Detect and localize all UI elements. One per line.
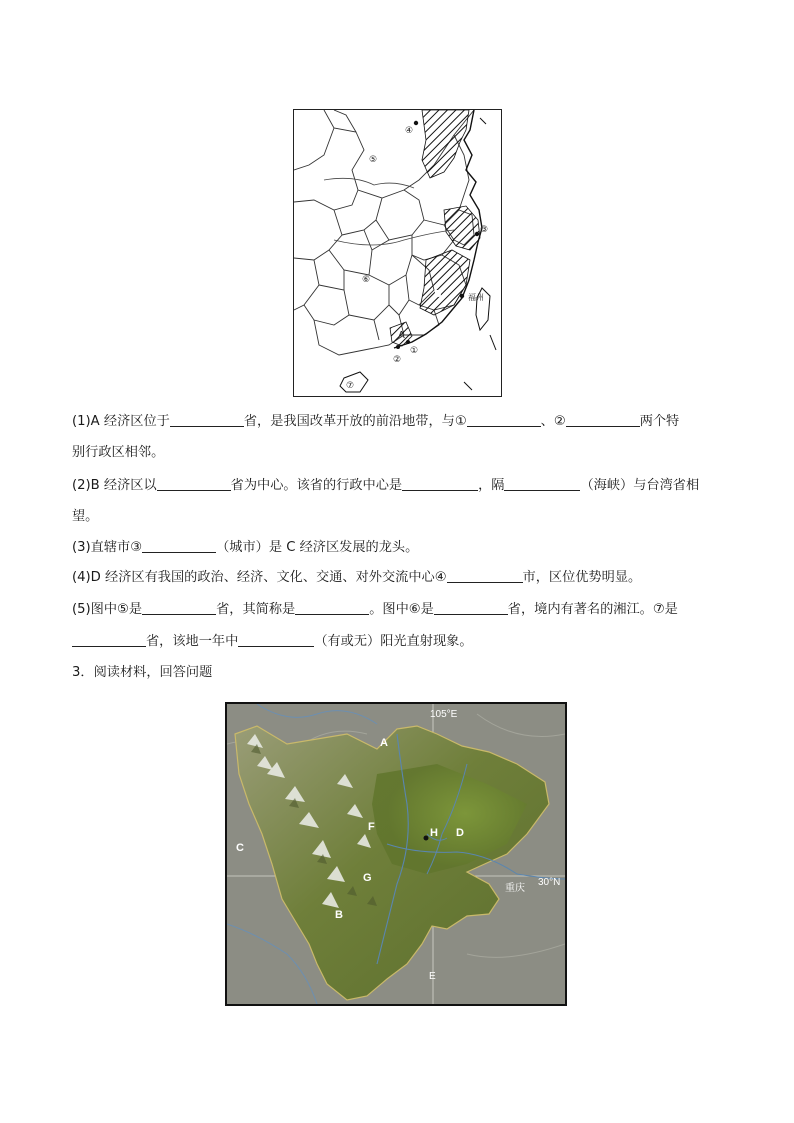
question-3-text-a: (3)直辖市③ [72, 540, 143, 555]
question-5-line-2 [72, 632, 732, 652]
answer-blank[interactable] [295, 600, 369, 615]
question-2-text-d: （海峡）与台湾省相 [580, 478, 700, 493]
map-sichuan-relief [225, 702, 567, 1006]
question-1-line-2 [72, 443, 732, 463]
question-4-text-a: (4)D 经济区有我国的政治、经济、文化、交通、对外交流中心④ [72, 570, 447, 585]
label-zone-a: A [398, 330, 405, 341]
question-5-text-f: （有或无）阳光直射现象。 [314, 634, 473, 649]
answer-blank[interactable] [157, 476, 231, 491]
answer-blank[interactable] [566, 412, 640, 427]
question-5-text-b: 省，其简称是 [216, 602, 296, 617]
latitude-label: 30°N [538, 877, 561, 888]
question-1-text-c: 、② [540, 414, 566, 429]
point-a-label: A [380, 737, 388, 749]
longitude-label: 105°E [430, 709, 458, 720]
label-c4: ④ [405, 126, 414, 136]
answer-blank[interactable] [447, 568, 523, 583]
question-3-line [72, 538, 732, 558]
map-east-china [293, 109, 502, 397]
question-4-line [72, 568, 732, 588]
answer-blank[interactable] [72, 632, 146, 647]
city-dot-beijing [414, 121, 418, 125]
point-b-label: B [335, 909, 343, 921]
answer-blank[interactable] [402, 476, 478, 491]
label-c5: ⑤ [369, 155, 378, 165]
answer-blank[interactable] [467, 412, 541, 427]
question-5-text-e: 省，该地一年中 [146, 634, 239, 649]
question-2-line-1 [72, 476, 732, 496]
label-fuzhou: 福州 [468, 293, 484, 302]
city-dot-fuzhou [460, 294, 464, 298]
question-1-text-a: (1)A 经济区位于 [72, 414, 170, 429]
map-sichuan-relief-graphic [227, 704, 565, 1004]
question-1-text-d: 两个特 [639, 414, 680, 429]
answer-blank[interactable] [170, 412, 244, 427]
question-2-text-c: ，隔 [478, 478, 505, 493]
point-h-label: H [430, 827, 438, 839]
answer-blank[interactable] [142, 600, 216, 615]
answer-blank[interactable] [504, 476, 580, 491]
question-3-text-b: （城市）是 C 经济区发展的龙头。 [216, 540, 419, 555]
question-5-line-1 [72, 600, 732, 620]
answer-blank[interactable] [238, 632, 314, 647]
point-g-label: G [363, 872, 372, 884]
question-1-text-e: 别行政区相邻。 [72, 445, 165, 460]
map-east-china-graphic [294, 110, 502, 397]
question-2-text-a: (2)B 经济区以 [72, 478, 157, 493]
answer-blank[interactable] [434, 600, 508, 615]
answer-blank[interactable] [142, 538, 216, 553]
question-2-text-b: 省为中心。该省的行政中心是 [230, 478, 403, 493]
label-c6: ⑥ [362, 275, 371, 285]
label-zone-b: B [434, 289, 442, 300]
label-c1: ① [410, 346, 419, 356]
label-c3: ③ [480, 225, 489, 235]
chongqing-label: 重庆 [505, 883, 525, 894]
question-4-text-b: 市，区位优势明显。 [522, 570, 642, 585]
city-dot-chengdu [424, 836, 429, 841]
label-c2: ② [393, 355, 402, 365]
question-1-line-1 [72, 412, 732, 432]
city-dot-macau [396, 345, 400, 349]
point-f-label: F [368, 821, 375, 833]
question-2-line-2 [72, 507, 732, 527]
label-c7: ⑦ [346, 381, 355, 391]
question-2-text-e: 望。 [72, 509, 99, 524]
point-c-label: C [236, 842, 244, 854]
point-e-label: E [429, 971, 436, 982]
question-1-text-b: 省，是我国改革开放的前沿地带，与① [243, 414, 467, 429]
question-5-text-d: 省，境内有著名的湘江。⑦是 [507, 602, 678, 617]
city-dot-hongkong [406, 340, 410, 344]
point-d-label: D [456, 827, 464, 839]
question-5-text-a: (5)图中⑤是 [72, 602, 143, 617]
city-dot-shanghai [475, 232, 479, 236]
question-5-text-c: 。图中⑥是 [369, 602, 434, 617]
section-3-heading: 3．阅读材料，回答问题 [72, 665, 213, 680]
